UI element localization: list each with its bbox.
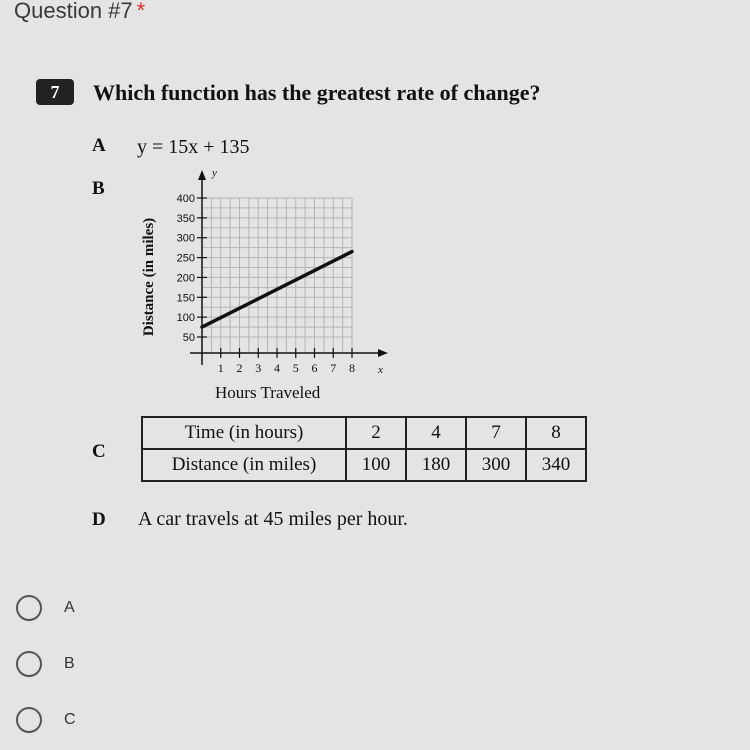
x-tick-label: 2 xyxy=(236,361,243,375)
x-axis-label: Hours Traveled xyxy=(215,383,321,402)
table-cell: 4 xyxy=(406,417,466,449)
choice-b[interactable] xyxy=(16,649,75,679)
table-cell: 8 xyxy=(526,417,586,449)
radio-button[interactable] xyxy=(16,707,42,733)
table-cell: 7 xyxy=(466,417,526,449)
table-cell: 100 xyxy=(346,449,406,481)
option-c-letter: C xyxy=(92,441,106,462)
graph-ticks xyxy=(177,193,355,375)
table-cell: 340 xyxy=(526,449,586,481)
radio-button[interactable] xyxy=(16,651,42,677)
required-asterisk: * xyxy=(136,0,146,23)
question-number-badge: 7 xyxy=(36,79,74,105)
table-cell: 2 xyxy=(346,417,406,449)
table-cell: 300 xyxy=(466,449,526,481)
data-table xyxy=(141,416,587,482)
y-tick-label: 200 xyxy=(176,272,195,285)
y-axis-arrow xyxy=(198,170,206,180)
x-tick-label: 5 xyxy=(292,361,299,375)
x-tick-label: 8 xyxy=(349,361,355,375)
choice-c[interactable] xyxy=(16,705,76,735)
option-a-letter: A xyxy=(92,135,106,156)
table-cell: 180 xyxy=(406,449,466,481)
question-header xyxy=(14,0,145,24)
x-tick-label: 3 xyxy=(255,361,262,375)
choice-a[interactable] xyxy=(16,593,75,623)
table-row xyxy=(142,449,586,481)
question-title: Question #7 xyxy=(14,0,133,23)
x-tick-label: 1 xyxy=(217,361,224,375)
y-tick-label: 250 xyxy=(176,252,195,265)
choice-label: C xyxy=(64,711,76,728)
y-axis-label: Distance (in miles) xyxy=(141,217,157,337)
table-row-header: Distance (in miles) xyxy=(142,449,346,481)
table-row-header: Time (in hours) xyxy=(142,417,346,449)
question-text: Which function has the greatest rate of change? xyxy=(93,80,541,105)
y-tick-label: 50 xyxy=(182,332,195,344)
y-tick-label: 400 xyxy=(176,193,195,205)
table-row xyxy=(142,417,586,449)
radio-button[interactable] xyxy=(16,595,42,621)
y-axis-letter: y xyxy=(212,167,217,179)
option-b-letter: B xyxy=(92,178,105,199)
y-tick-label: 350 xyxy=(176,212,195,225)
x-tick-label: 4 xyxy=(274,361,280,375)
x-axis-letter: x xyxy=(378,364,383,376)
y-tick-label: 300 xyxy=(176,232,195,245)
x-tick-label: 7 xyxy=(330,361,337,375)
option-d-text: A car travels at 45 miles per hour. xyxy=(138,508,408,530)
option-a-equation: y = 15x + 135 xyxy=(137,136,250,158)
y-tick-label: 100 xyxy=(176,312,195,325)
x-axis-arrow xyxy=(378,349,388,357)
graph-grid xyxy=(202,198,352,353)
option-d-letter: D xyxy=(92,509,106,530)
choice-label: B xyxy=(64,655,75,672)
x-tick-label: 6 xyxy=(311,361,318,375)
distance-graph xyxy=(130,160,400,380)
choice-label: A xyxy=(64,599,75,616)
y-tick-label: 150 xyxy=(176,292,195,305)
